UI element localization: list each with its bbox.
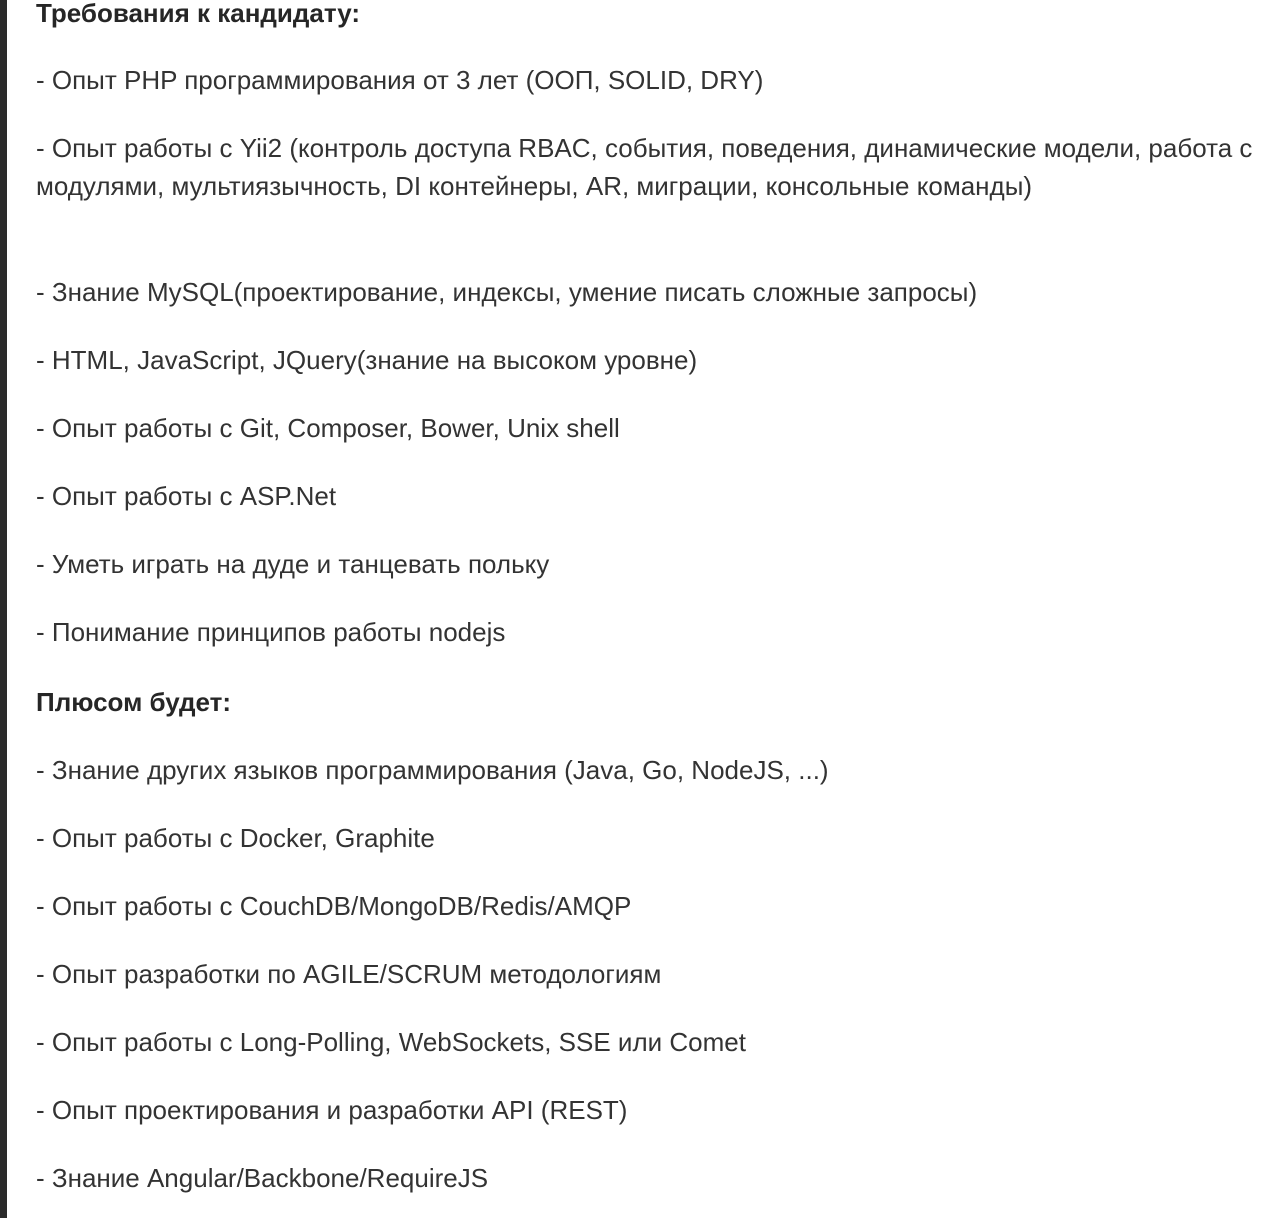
- left-border: [0, 0, 7, 1218]
- requirement-item: - Опыт работы с Yii2 (контроль доступа RBAC, события, поведения, динамические модели, работа с модулями, мультиязычность, DI контейнеры, AR, миграции, консольные команды): [36, 133, 1253, 201]
- bonus-item: - Опыт работы с Docker, Graphite: [36, 823, 435, 853]
- requirement-item: - Опыт работы с ASP.Net: [36, 481, 337, 511]
- requirement-item: - HTML, JavaScript, JQuery(знание на высоком уровне): [36, 345, 698, 375]
- requirement-item: - Понимание принципов работы nodejs: [36, 617, 506, 647]
- bonus-item: - Знание других языков программирования (Java, Go, NodeJS, ...): [36, 755, 829, 785]
- bonus-item: - Опыт работы с CouchDB/MongoDB/Redis/AMQP: [36, 891, 632, 921]
- bonus-item: - Знание Angular/Backbone/RequireJS: [36, 1163, 489, 1193]
- bonus-item: - Опыт разработки по AGILE/SCRUM методологиям: [36, 959, 662, 989]
- bonus-item: - Опыт работы с Long-Polling, WebSockets, SSE или Comet: [36, 1027, 746, 1057]
- bonus-item: - Опыт проектирования и разработки API (REST): [36, 1095, 628, 1125]
- requirement-item: - Опыт работы с Git, Composer, Bower, Unix shell: [36, 413, 620, 443]
- bonus-heading: Плюсом будет:: [36, 687, 232, 717]
- requirements-heading: Требования к кандидату:: [36, 0, 361, 28]
- requirement-item: - Уметь играть на дуде и танцевать польку: [36, 549, 550, 579]
- requirement-item: - Опыт PHP программирования от 3 лет (ООП, SOLID, DRY): [36, 65, 764, 95]
- requirement-item: - Знание MySQL(проектирование, индексы, умение писать сложные запросы): [36, 277, 978, 307]
